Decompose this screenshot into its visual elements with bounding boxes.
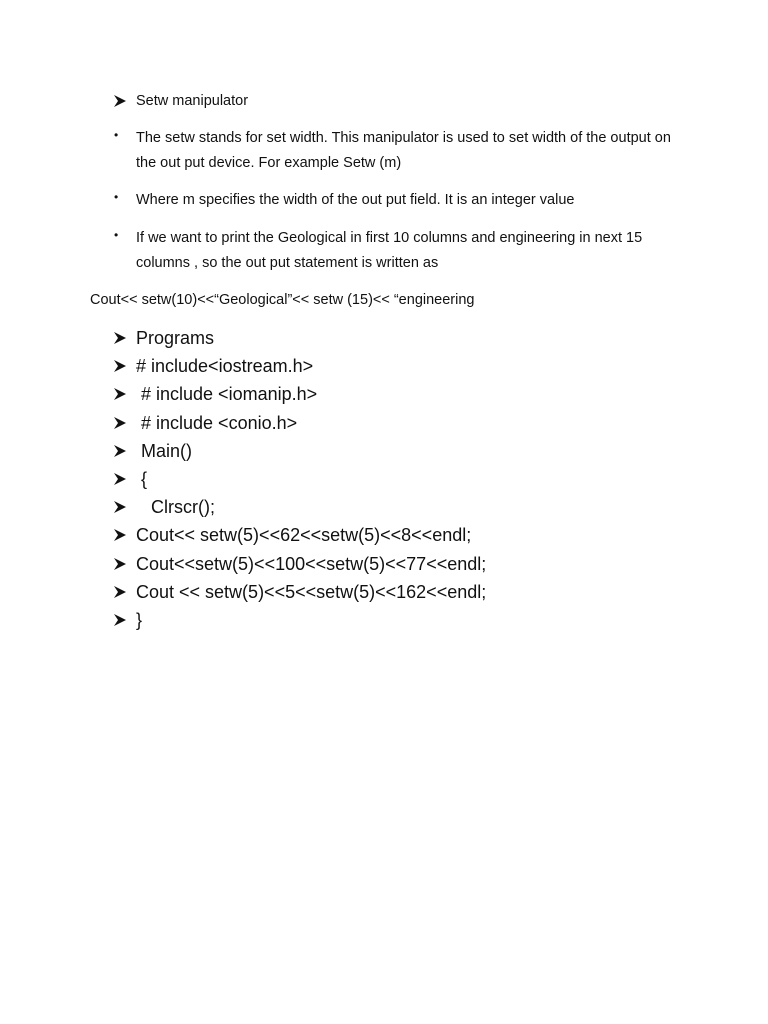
program-line: Cout << setw(5)<<5<<setw(5)<<162<<endl; (136, 581, 487, 602)
arrow-bullet-icon (113, 331, 127, 345)
arrow-bullet-icon (113, 444, 127, 458)
bullet-text: If we want to print the Geological in first 10 columns and engineering in next 15 columns , so the out put statement is written as (136, 230, 643, 271)
arrow-bullet-icon (113, 613, 127, 627)
program-line: Programs (136, 328, 215, 348)
arrow-bullet-icon (113, 359, 127, 373)
program-line: Cout<< setw(5)<<62<<setw(5)<<8<<endl; (136, 525, 472, 546)
program-line: } (136, 610, 143, 630)
program-line: { (136, 469, 148, 489)
arrow-bullet-icon (113, 557, 127, 571)
program-line: Main() (136, 440, 193, 461)
section-heading: Setw manipulator (136, 93, 249, 109)
bullet-text: Where m specifies the width of the out put field. It is an integer value (136, 192, 575, 208)
arrow-bullet-icon (113, 94, 127, 108)
arrow-bullet-icon (113, 472, 127, 486)
program-line: # include<iostream.h> (136, 356, 314, 377)
output-statement: Cout<< setw(10)<<“Geological”<< setw (15)<< “engineering (90, 292, 475, 308)
arrow-bullet-icon (113, 416, 127, 430)
dot-bullet-icon: • (114, 190, 119, 204)
program-line: Cout<<setw(5)<<100<<setw(5)<<77<<endl; (136, 553, 487, 574)
arrow-bullet-icon (113, 528, 127, 542)
program-line: Clrscr(); (136, 497, 215, 518)
bullet-text: The setw stands for set width. This manipulator is used to set width of the output on the out put device. For example Setw (m) (136, 130, 671, 171)
arrow-bullet-icon (113, 585, 127, 599)
program-line: # include <conio.h> (136, 412, 298, 433)
dot-bullet-icon: • (114, 228, 119, 242)
arrow-bullet-icon (113, 387, 127, 401)
program-line: # include <iomanip.h> (136, 384, 318, 405)
arrow-bullet-icon (113, 500, 127, 514)
dot-bullet-icon: • (114, 128, 119, 142)
